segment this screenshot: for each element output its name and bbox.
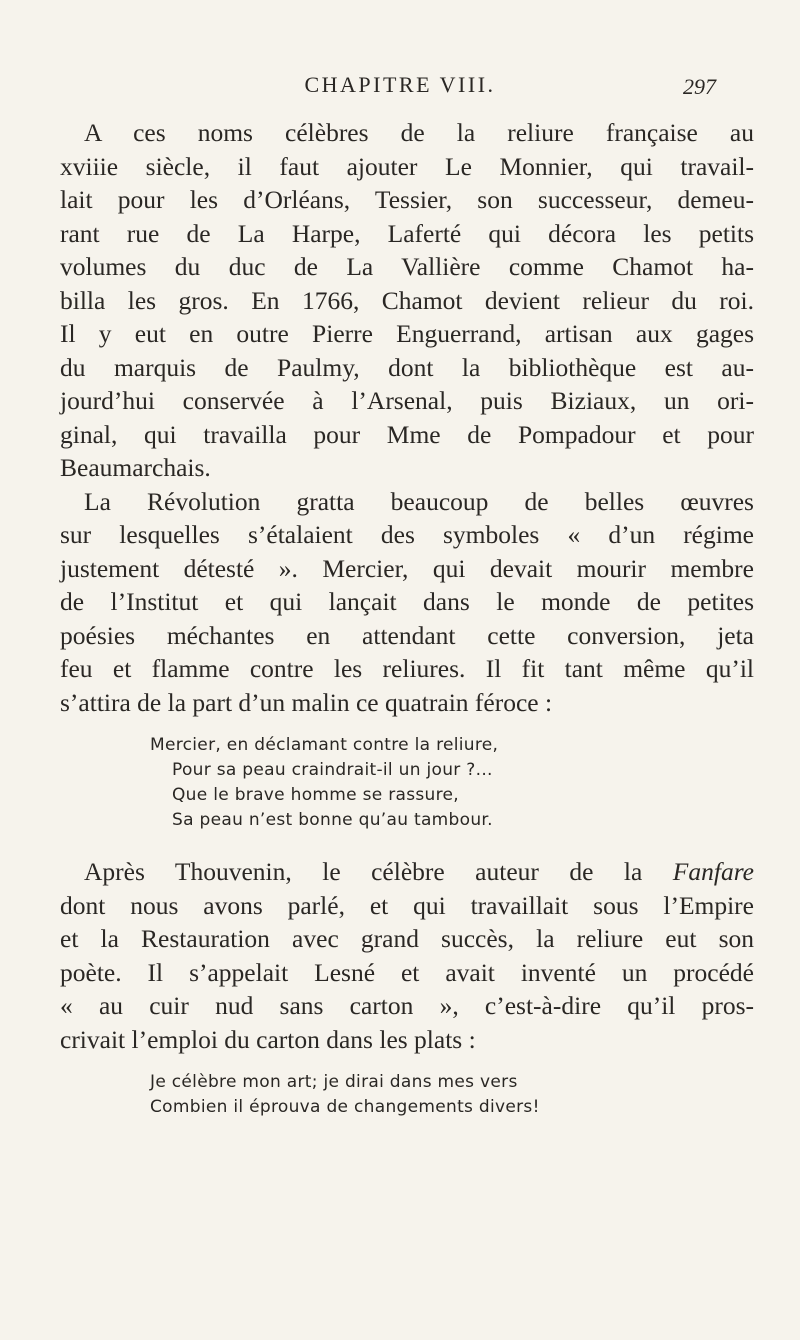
- text-line: rant rue de La Harpe, Laferté qui décora les petits: [60, 218, 754, 248]
- verse-line: Pour sa peau craindrait-il un jour ?...: [172, 760, 493, 780]
- paragraph-2: [60, 485, 754, 720]
- verse-line: Que le brave homme se rassure,: [172, 785, 459, 805]
- text-line: s’attira de la part d’un malin ce quatrain féroce :: [60, 687, 553, 717]
- text-line: sur lesquelles s’étalaient des symboles « d’un régime: [60, 520, 754, 549]
- text-line: du marquis de Paulmy, dont la bibliothèque est au-: [60, 352, 754, 382]
- verse-line: Combien il éprouva de changements divers!: [150, 1097, 540, 1117]
- text-run: Après Thouvenin, le célèbre auteur de la: [84, 857, 673, 886]
- text-line: dont nous avons parlé, et qui travaillait sous l’Empire: [60, 890, 754, 920]
- verse-line: Mercier, en déclamant contre la reliure,: [150, 735, 499, 755]
- paragraph-3: [60, 855, 754, 1056]
- text-line: feu et flamme contre les reliures. Il fit tant même qu’il: [60, 654, 754, 683]
- couplet: [60, 1070, 754, 1120]
- text-line: Beaumarchais.: [60, 453, 211, 482]
- quatrain: [60, 733, 754, 833]
- text-line: La Révolution gratta beaucoup de belles œuvres: [84, 486, 754, 516]
- text-line: poésies méchantes en attendant cette conversion, jeta: [60, 620, 754, 650]
- text-line: et la Restauration avec grand succès, la reliure eut son: [60, 924, 754, 953]
- verse-line: Sa peau n’est bonne qu’au tambour.: [172, 810, 493, 830]
- running-head: [0, 72, 800, 102]
- text-line: lait pour les d’Orléans, Tessier, son successeur, demeu-: [60, 185, 754, 214]
- text-line: de l’Institut et qui lançait dans le monde de petites: [60, 587, 754, 616]
- text-line: crivait l’emploi du carton dans les plats :: [60, 1024, 476, 1054]
- text-line: justement détesté ». Mercier, qui devait mourir membre: [60, 553, 754, 583]
- text-line: A ces noms célèbres de la reliure française au: [84, 118, 754, 147]
- chapter-title: CHAPITRE VIII.: [304, 72, 496, 97]
- text-line: billa les gros. En 1766, Chamot devient relieur du roi.: [60, 285, 754, 315]
- text-line: volumes du duc de La Vallière comme Chamot ha-: [60, 252, 754, 281]
- text-line: poète. Il s’appelait Lesné et avait inventé un procédé: [60, 957, 754, 987]
- italic-title: Fanfare: [672, 857, 754, 886]
- verse-line: Je célèbre mon art; je dirai dans mes vers: [150, 1072, 518, 1092]
- body-text: [60, 116, 754, 1120]
- paragraph-1: [60, 116, 754, 485]
- page-number: 297: [683, 74, 716, 99]
- text-line: ginal, qui travailla pour Mme de Pompadour et pour: [60, 419, 754, 449]
- text-line: jourd’hui conservée à l’Arsenal, puis Biziaux, un ori-: [60, 386, 754, 415]
- text-line: xviiie siècle, il faut ajouter Le Monnier, qui travail-: [60, 151, 754, 181]
- text-line: Il y eut en outre Pierre Enguerrand, artisan aux gages: [60, 319, 754, 348]
- text-line: « au cuir nud sans carton », c’est-à-dire qu’il pros-: [60, 991, 754, 1020]
- text-line: [60, 855, 754, 889]
